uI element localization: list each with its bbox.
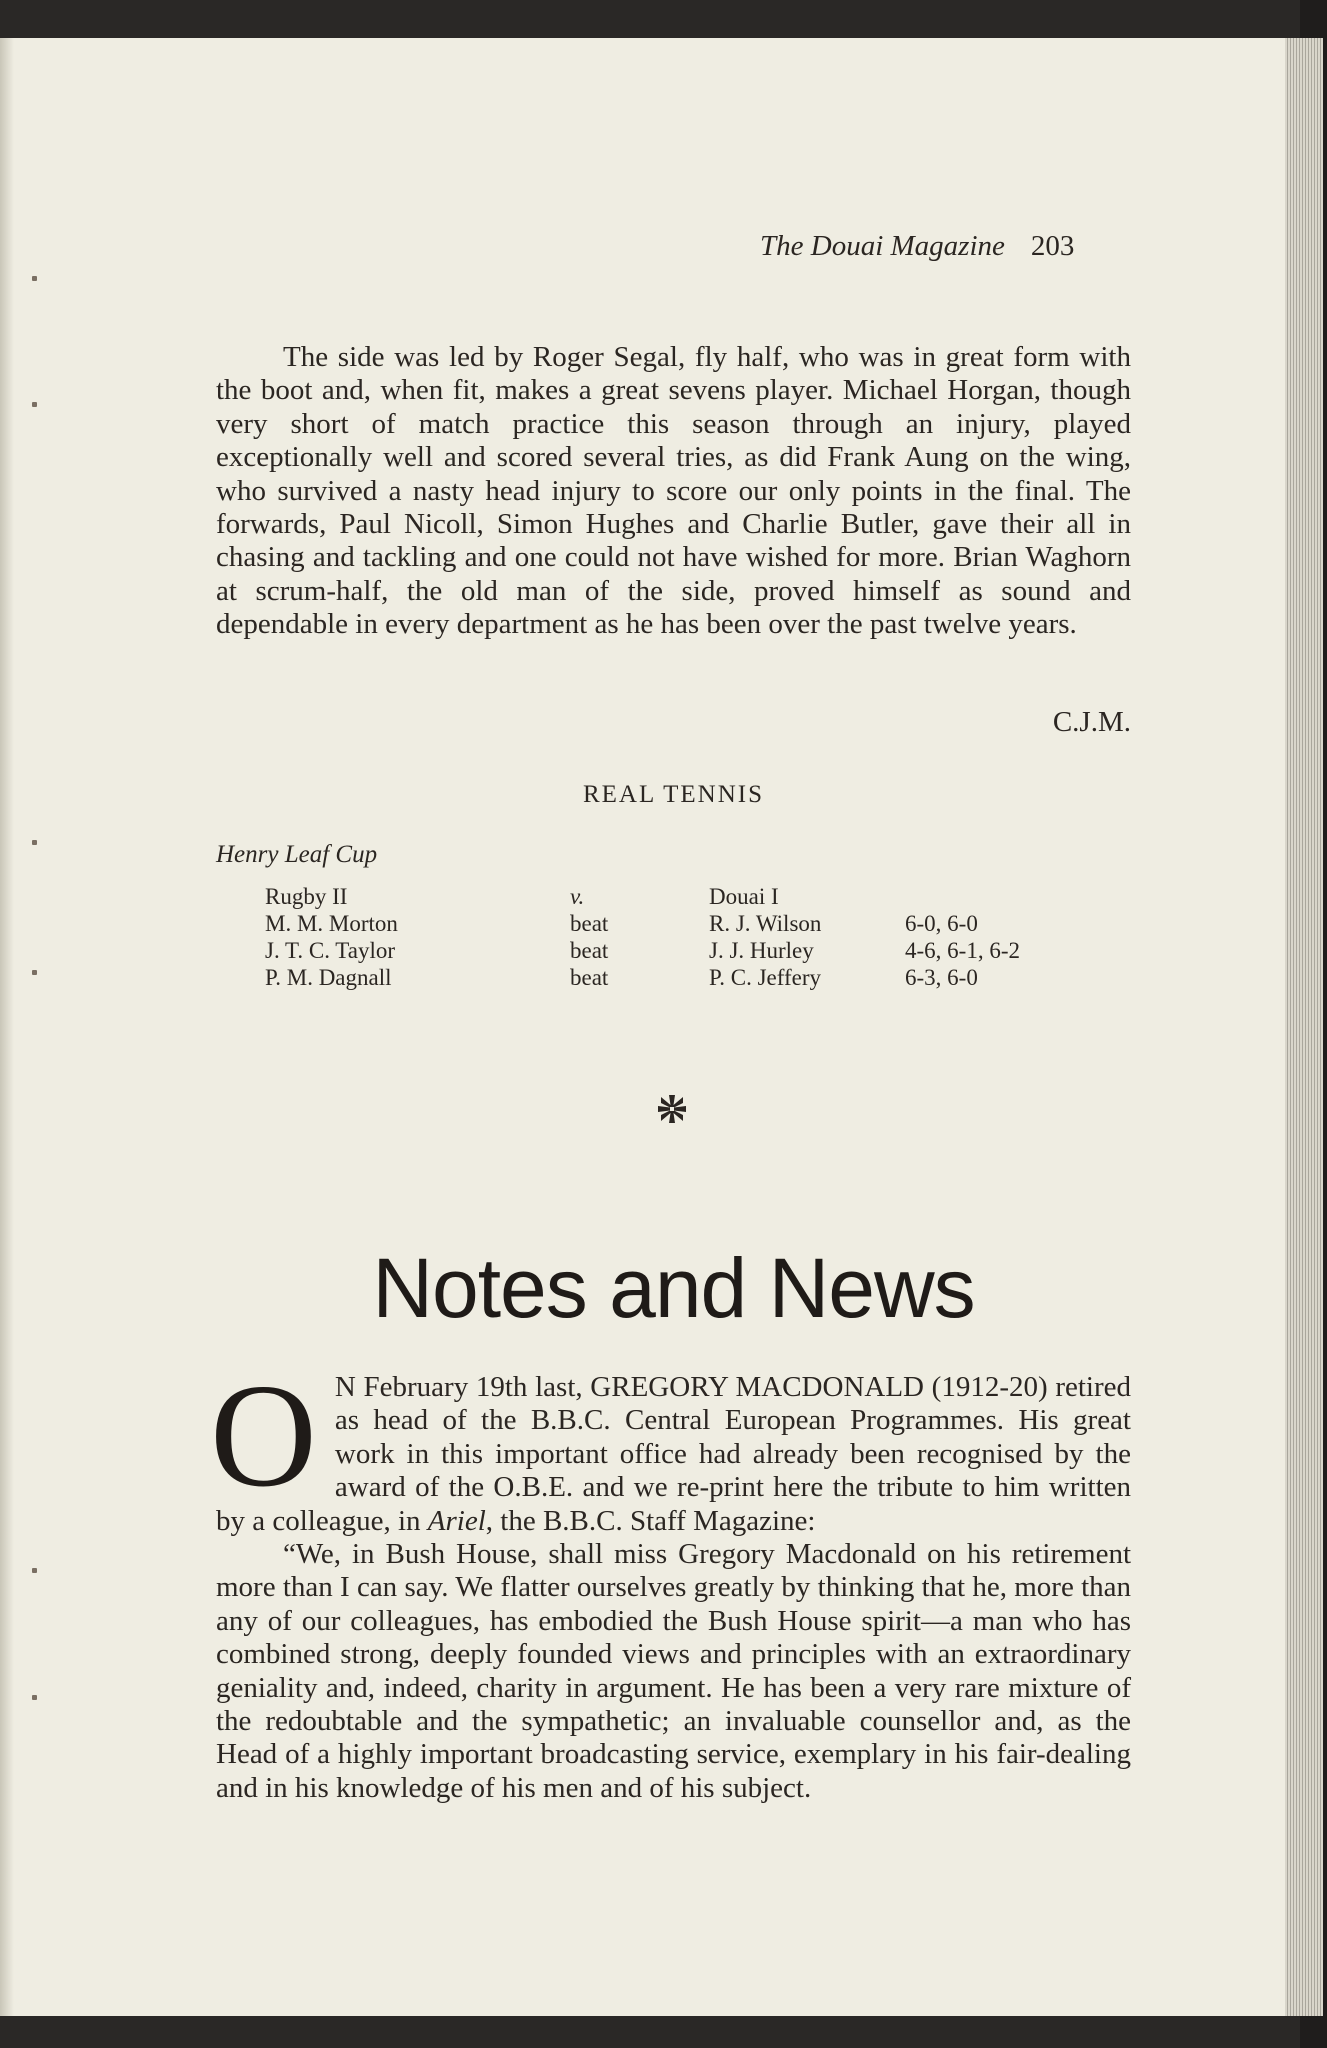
cross-ornament-icon [656,1093,688,1125]
margin-mark [8,274,38,284]
tribute-paragraph: “We, in Bush House, shall miss Gregory Macdonald on his retirement more than I can say. We flatter ourselves greatly by thinking that he, more than any of our colleagues, has embodied the Bush House spirit—a man who has combined strong, deeply founded views and principles with an extraordinary geniality and, indeed, charity in argument. He has been a very rare mixture of the redoubtable and the sympathetic; an invaluable counsellor and, as the Head of a highly important broadcasting service, exemplary in his fair-dealing and in his knowledge of his men and of his subject. [216,1538,1131,1804]
winner: J. T. C. Taylor [265,938,396,963]
score: 4-6, 6-1, 6-2 [905,938,1020,963]
notes-paragraph-1 [216,1371,1131,1538]
loser: J. J. Hurley [709,938,814,963]
versus-label: v. [570,884,585,909]
margin-mark [8,1566,38,1576]
page-edges [1285,38,1323,2016]
rugby-report-paragraph: The side was led by Roger Segal, fly half, who was in great form with the boot and, when fit, makes a great sevens player. Michael Horgan, though very short of match practice this season through an injury, played exceptionally well and scored several tries, as did Frank Aung on the wing, who survived a nasty head injury to score our only points in the final. The forwards, Paul Nicoll, Simon Hughes and Charlie Butler, gave their all in chasing and tackling and one could not have wished for more. Brian Waghorn at scrum-half, the old man of the side, proved himself as sound and dependable in every department as he has been over the past twelve years. [216,341,1131,641]
team-home: Rugby II [265,884,348,909]
cup-title: Henry Leaf Cup [216,841,378,868]
magazine-title: The Douai Magazine [760,230,1005,262]
winner: P. M. Dagnall [265,965,392,990]
score: 6-0, 6-0 [905,911,978,936]
winner: M. M. Morton [265,911,398,936]
loser: P. C. Jeffery [709,965,822,990]
page-number: 203 [1030,230,1075,262]
running-head [760,230,1074,263]
notes-text: , the B.B.C. Staff Magazine: [485,1504,816,1537]
drop-cap: O [210,1354,317,1518]
notes-body [210,1354,1131,1805]
team-away: Douai I [709,884,779,909]
score: 6-3, 6-0 [905,965,978,990]
margin-mark [8,400,38,410]
notes-text: N February 19th last, GREGORY MACDONALD (1912-20) retired as head of the B.B.C. Central European Programmes. His great work in this important office had already been recognised by the award of the O.B.E. and we re-print here the tribute to him written by a colleague, in [216,1371,1131,1537]
result-verb: beat [570,938,609,963]
margin-mark [8,968,38,978]
magazine-page [0,38,1285,2016]
loser: R. J. Wilson [709,911,822,936]
ariel-title: Ariel [427,1504,486,1537]
margin-mark [8,838,38,848]
result-verb: beat [570,965,609,990]
report-signature: C.J.M. [1052,706,1131,738]
notes-and-news-title: Notes and News [372,1241,975,1335]
margin-mark [8,1693,38,1703]
section-heading: REAL TENNIS [582,781,765,808]
result-verb: beat [570,911,609,936]
